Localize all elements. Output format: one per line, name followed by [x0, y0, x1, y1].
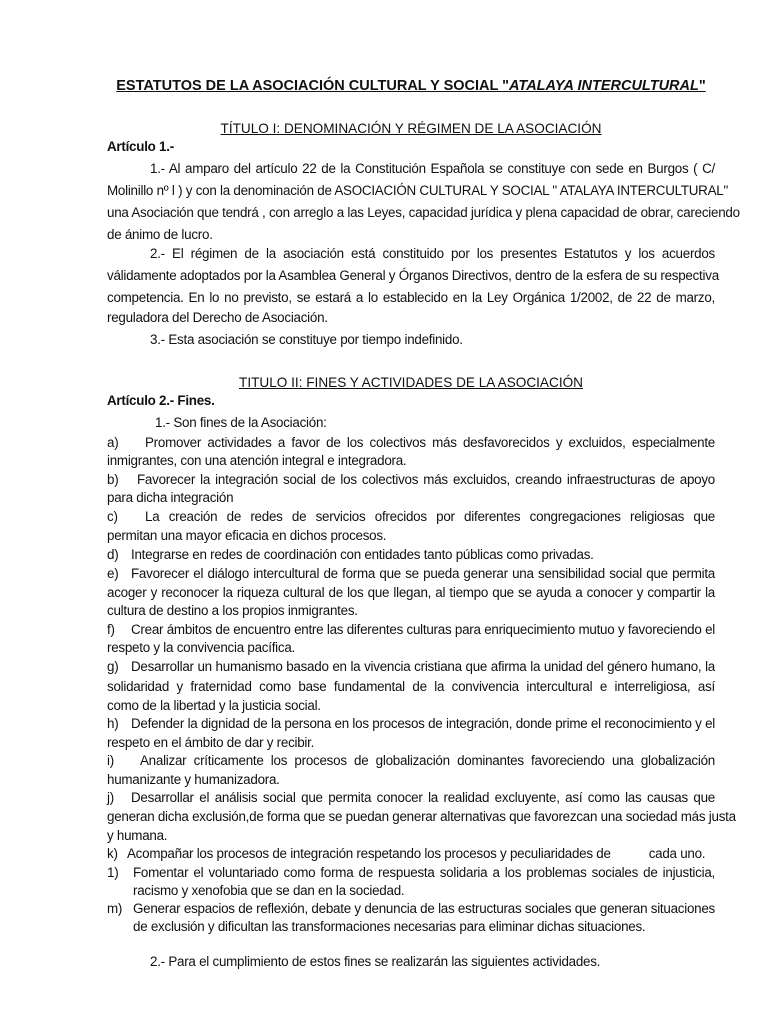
list-item: 1) Fomentar el voluntariado como forma de respuesta solidaria a los problemas sociales de injusticia,	[107, 865, 715, 880]
list-item-continuation: cultura de destino a los propios inmigrantes.	[107, 603, 358, 618]
title-name: ATALAYA INTERCULTURAL	[509, 78, 699, 94]
list-item: e) Favorecer el diálogo intercultural de forma que se pueda generar una sensibilidad social que permita	[107, 566, 715, 581]
list-item-continuation: generan dicha exclusión,de forma que se puedan generar alternativas que favorezcan una sociedad más justa	[107, 809, 736, 824]
list-item: i) Analizar críticamente los procesos de globalización dominantes favoreciendo una globalización	[107, 753, 715, 768]
list-item-continuation: como de la libertad y la justicia social.	[107, 698, 321, 713]
list-item: k) Acompañar los procesos de integración respetando los procesos y peculiaridades de cada uno.	[107, 846, 706, 861]
art2-intro: 1.- Son fines de la Asociación:	[155, 415, 327, 430]
list-item-continuation: respeto y la convivencia pacífica.	[107, 640, 295, 655]
art1-p2-line: reguladora del Derecho de Asociación.	[107, 310, 328, 325]
list-item-continuation: respeto en el ámbito de dar y recibir.	[107, 735, 315, 750]
list-item: h) Defender la dignidad de la persona en los procesos de integración, donde prime el reconocimiento y el	[107, 716, 715, 731]
art1-p1-line: 1.- Al amparo del artículo 22 de la Constitución Española se constituye con sede en Burgos ( C/	[150, 161, 715, 176]
art1-p2-line: 2.- El régimen de la asociación está constituido por los presentes Estatutos y los acuerdos	[150, 246, 715, 261]
title-suffix: "	[698, 78, 706, 94]
titulo-1-heading: TÍTULO I: DENOMINACIÓN Y RÉGIMEN DE LA ASOCIACIÓN	[220, 121, 602, 136]
document-title	[107, 77, 715, 95]
list-item: c) La creación de redes de servicios ofrecidos por diferentes congregaciones religiosas que	[107, 509, 715, 524]
list-item: d) Integrarse en redes de coordinación con entidades tanto públicas como privadas.	[107, 547, 594, 562]
list-item-continuation: acoger y reconocer la riqueza cultural de los que llegan, al tiempo que se ayuda a conocer y compartir la	[107, 585, 715, 600]
list-item-continuation: solidaridad y fraternidad como base fundamental de la convivencia intercultural e interreligiosa, así	[107, 679, 715, 694]
articulo-1-heading: Artículo 1.-	[107, 139, 174, 154]
articulo-2-heading: Artículo 2.- Fines.	[107, 393, 215, 408]
art1-p1-line: Molinillo nº l ) y con la denominación de ASOCIACIÓN CULTURAL Y SOCIAL " ATALAYA INTERCULTURAL"	[107, 183, 728, 198]
list-item: j) Desarrollar el análisis social que permita conocer la realidad excluyente, así como las causas que	[107, 790, 715, 805]
list-item: m) Generar espacios de reflexión, debate y denuncia de las estructuras sociales que generan situaciones	[107, 901, 715, 916]
art1-p1-line: una Asociación que tendrá , con arreglo a las Leyes, capacidad jurídica y plena capacidad de obrar, careciendo	[107, 205, 740, 220]
list-item: a) Promover actividades a favor de los colectivos más desfavorecidos y excluidos, especialmente	[107, 435, 715, 450]
list-item-continuation: racismo y xenofobia que se dan en la sociedad.	[133, 883, 405, 898]
list-item-continuation: permitan una mayor eficacia en dichos procesos.	[107, 528, 387, 543]
list-item-continuation: para dicha integración	[107, 490, 234, 505]
list-item: g) Desarrollar un humanismo basado en la vivencia cristiana que afirma la unidad del género humano, la	[107, 659, 715, 674]
art2-p2: 2.- Para el cumplimiento de estos fines se realizarán las siguientes actividades.	[150, 954, 601, 969]
list-item-continuation: inmigrantes, con una atención integral e integradora.	[107, 453, 407, 468]
art1-p3: 3.- Esta asociación se constituye por tiempo indefinido.	[150, 332, 463, 347]
art1-p2-line: válidamente adoptados por la Asamblea General y Órganos Directivos, dentro de la esfera de su respectiva	[107, 268, 719, 283]
titulo-2-heading: TITULO II: FINES Y ACTIVIDADES DE LA ASOCIACIÓN	[239, 375, 583, 390]
art1-p2-line: competencia. En lo no previsto, se estará a lo establecido en la Ley Orgánica 1/2002, de 22 de marzo,	[107, 290, 715, 305]
list-item: b) Favorecer la integración social de los colectivos más excluidos, creando infraestructuras de apoyo	[107, 472, 715, 487]
list-item-continuation: de exclusión y dificultan las transformaciones necesarias para eliminar dichas situaciones.	[133, 919, 646, 934]
title-prefix: ESTATUTOS DE LA ASOCIACIÓN CULTURAL Y SOCIAL "	[116, 78, 510, 94]
list-item: f) Crear ámbitos de encuentro entre las diferentes culturas para enriquecimiento mutuo y favoreciendo el	[107, 622, 715, 637]
art1-p1-line: de ánimo de lucro.	[107, 227, 213, 242]
list-item-continuation: y humana.	[107, 828, 168, 843]
list-item-continuation: humanizante y humanizadora.	[107, 772, 280, 787]
